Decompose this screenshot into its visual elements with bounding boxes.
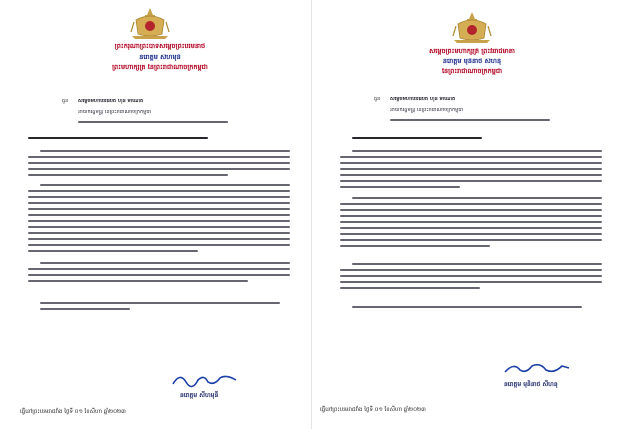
signature-right: [502, 360, 572, 378]
recipient-extra-line: [390, 119, 550, 125]
letter-right: [312, 0, 623, 429]
recipient-prefix: ជូន: [374, 97, 381, 102]
date-line-left: ធ្វើនៅព្រះបរមរាជវាំង ថ្ងៃទី ០១ ខែសីហា ឆ្នាំ២០២៣: [20, 409, 126, 415]
body-paragraph-3: [340, 263, 602, 293]
header-line2: នរោត្តម មុនិនាថ សីហនុ: [442, 58, 502, 65]
body-paragraph-1: [28, 150, 290, 180]
body-paragraph-2: [28, 184, 290, 256]
recipient-extra-line: [78, 121, 228, 127]
salutation: [28, 137, 208, 143]
header-line2: នរោត្តម សីហមុនី: [139, 54, 181, 61]
letter-left: [0, 0, 311, 429]
closing-line: [40, 302, 280, 314]
signer-name-left: នរោត្តម សីហមុនី: [180, 392, 219, 399]
royal-emblem-icon: [452, 10, 492, 44]
header-line3: នៃព្រះរាជាណាចក្រកម្ពុជា: [441, 68, 503, 75]
header-line3: ព្រះមហាក្សត្រ នៃព្រះរាជាណាចក្រកម្ពុជា: [112, 64, 208, 71]
header-line1: ព្រះករុណាព្រះបាទសម្តេចព្រះបរមនាថ: [114, 43, 206, 50]
recipient-title: នាយករដ្ឋមន្ត្រី នៃព្រះរាជាណាចក្រកម្ពុជា: [78, 110, 152, 115]
recipient-title: នាយករដ្ឋមន្ត្រី នៃព្រះរាជាណាចក្រកម្ពុជា: [390, 108, 464, 113]
header-line1: សម្តេចព្រះមហាក្សត្រី ព្រះវររាជមាតា: [429, 48, 515, 55]
recipient-name: សម្តេចមហាបវរធិបតី ហ៊ុន ម៉ាណែត: [78, 99, 144, 104]
recipient-prefix: ជូន: [62, 99, 69, 104]
body-paragraph-2: [340, 197, 602, 251]
royal-emblem-icon: [130, 6, 170, 40]
closing-line: [352, 306, 582, 312]
signer-name-right: នរោត្តម មុនិនាថ សីហនុ: [504, 381, 558, 388]
recipient-name: សម្តេចមហាបវរធិបតី ហ៊ុន ម៉ាណែត: [390, 97, 456, 102]
date-line-right: ធ្វើនៅព្រះបរមរាជវាំង ថ្ងៃទី ០១ ខែសីហា ឆ្នាំ២០២៣: [320, 407, 426, 413]
salutation: [352, 137, 482, 143]
body-paragraph-1: [340, 150, 602, 192]
body-paragraph-3: [28, 262, 290, 286]
signature-left: [170, 370, 240, 390]
